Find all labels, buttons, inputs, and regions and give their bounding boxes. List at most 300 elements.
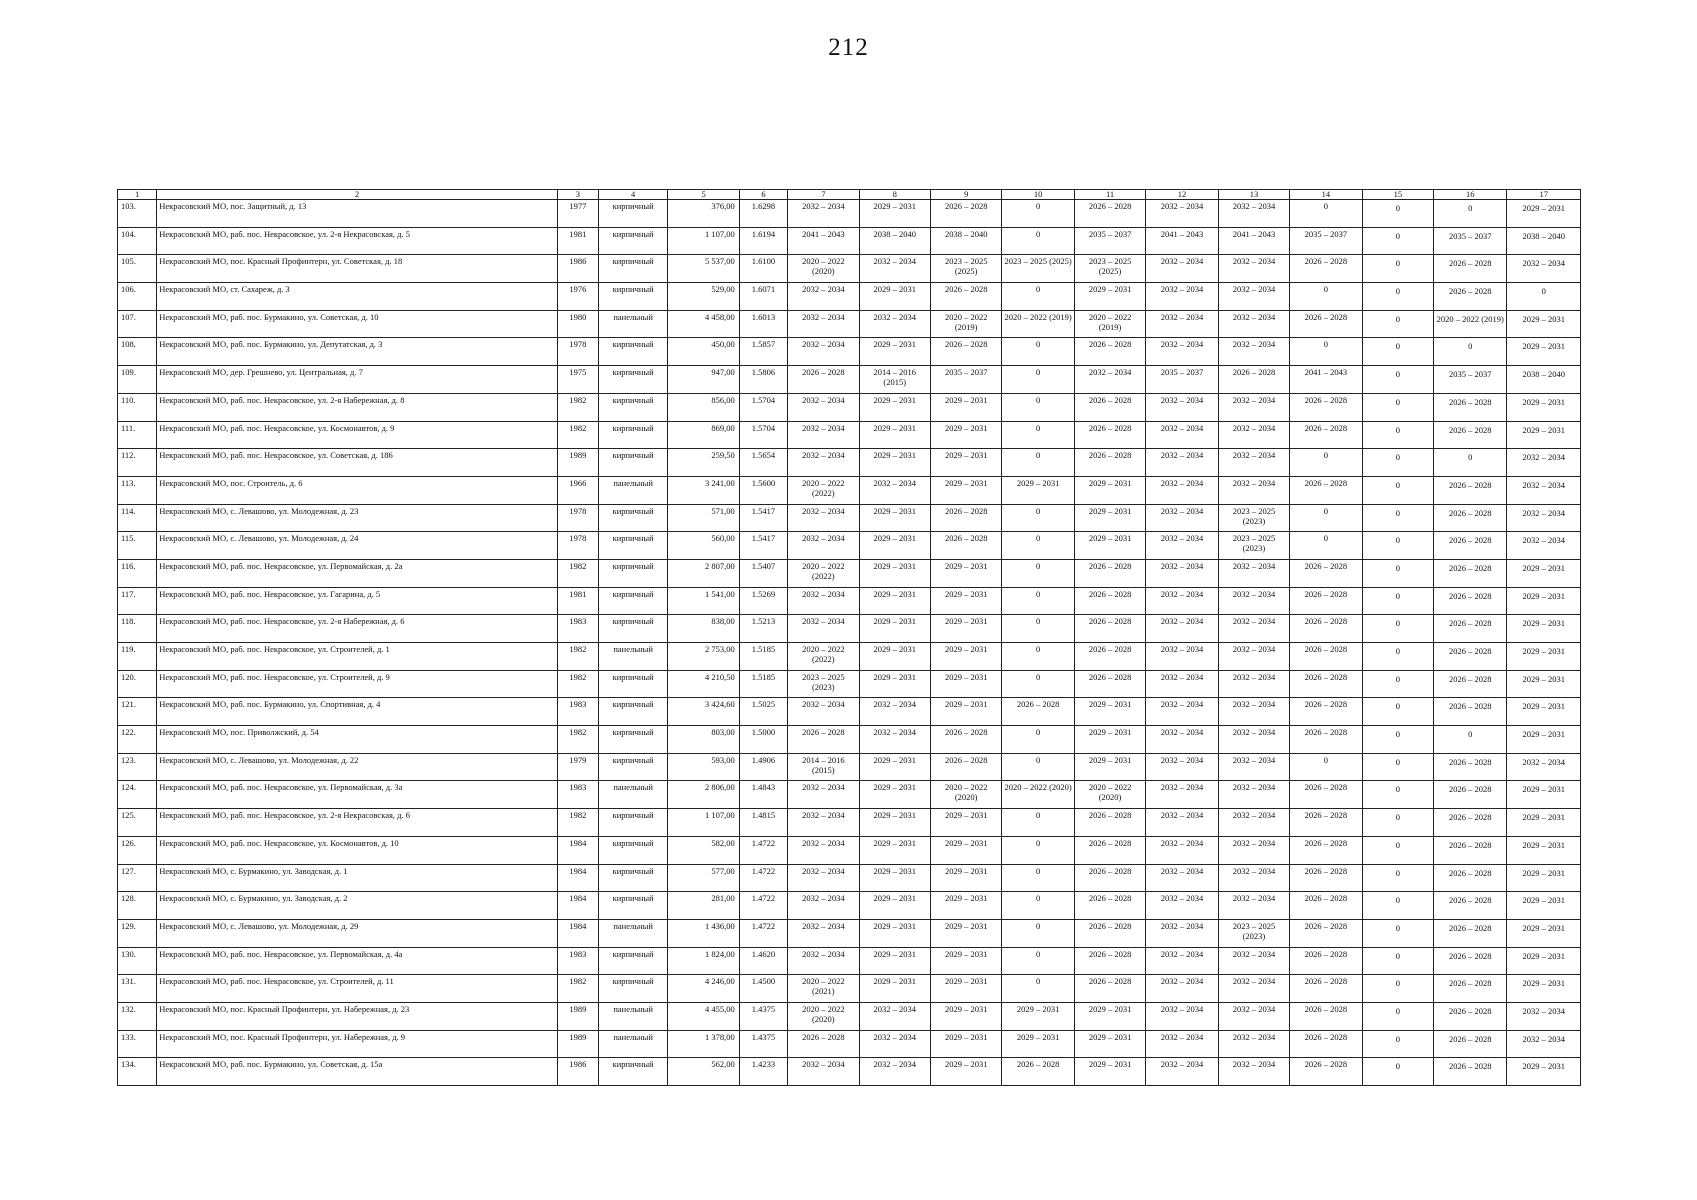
cell-address: Некрасовский МО, раб. пос. Некрасовское, ул. Космонавтов, д. 10 [157, 836, 557, 864]
column-header-15: 15 [1362, 190, 1433, 200]
cell-col-7-period: 2032 – 2034 [788, 421, 859, 449]
cell-col-13-period: 2032 – 2034 [1218, 559, 1289, 587]
cell-col-10-period: 0 [1002, 643, 1074, 671]
cell-col-13-period: 2032 – 2034 [1218, 283, 1289, 311]
cell-col-16-period: 2026 – 2028 [1434, 532, 1507, 560]
cell-rating-coefficient: 1.5704 [739, 393, 787, 421]
cell-col-14-period: 2026 – 2028 [1290, 559, 1362, 587]
cell-col-16-period: 0 [1434, 449, 1507, 477]
cell-col-12-period: 2032 – 2034 [1146, 947, 1218, 975]
cell-col-15-period: 0 [1362, 310, 1433, 338]
cell-col-15-period: 0 [1362, 698, 1433, 726]
cell-col-16-period: 2026 – 2028 [1434, 421, 1507, 449]
cell-col-11-period: 2029 – 2031 [1074, 532, 1145, 560]
cell-rating-coefficient: 1.4843 [739, 781, 787, 809]
cell-col-16-period: 2026 – 2028 [1434, 504, 1507, 532]
cell-col-10-period: 0 [1002, 670, 1074, 698]
cell-row-number: 132. [118, 1002, 157, 1030]
cell-address: Некрасовский МО, с. Бурмакино, ул. Заводская, д. 1 [157, 864, 557, 892]
cell-total-area: 450,00 [668, 338, 739, 366]
cell-col-7-period: 2032 – 2034 [788, 809, 859, 837]
cell-row-number: 127. [118, 864, 157, 892]
cell-col-10-period: 0 [1002, 227, 1074, 255]
cell-col-7-period: 2023 – 2025 (2023) [788, 670, 859, 698]
cell-col-7-period: 2026 – 2028 [788, 726, 859, 754]
cell-col-7-period: 2032 – 2034 [788, 283, 859, 311]
cell-col-13-period: 2041 – 2043 [1218, 227, 1289, 255]
cell-col-11-period: 2020 – 2022 (2020) [1074, 781, 1145, 809]
column-header-17: 17 [1507, 190, 1581, 200]
cell-rating-coefficient: 1.4620 [739, 947, 787, 975]
cell-col-16-period: 2026 – 2028 [1434, 753, 1507, 781]
cell-wall-material: панельный [598, 476, 667, 504]
cell-col-10-period: 0 [1002, 919, 1074, 947]
cell-col-16-period: 2026 – 2028 [1434, 864, 1507, 892]
cell-col-14-period: 2026 – 2028 [1290, 836, 1362, 864]
cell-col-10-period: 0 [1002, 200, 1074, 228]
cell-col-16-period: 2026 – 2028 [1434, 1058, 1507, 1086]
table-row [118, 476, 1581, 504]
cell-col-12-period: 2032 – 2034 [1146, 836, 1218, 864]
cell-year-built: 1989 [557, 1030, 598, 1058]
cell-col-10-period: 0 [1002, 975, 1074, 1003]
cell-col-7-period: 2032 – 2034 [788, 338, 859, 366]
cell-col-15-period: 0 [1362, 532, 1433, 560]
cell-col-14-period: 2041 – 2043 [1290, 366, 1362, 394]
cell-col-8-period: 2032 – 2034 [859, 698, 930, 726]
cell-col-7-period: 2041 – 2043 [788, 227, 859, 255]
cell-col-7-period: 2032 – 2034 [788, 698, 859, 726]
cell-total-area: 1 541,00 [668, 587, 739, 615]
cell-col-16-period: 2026 – 2028 [1434, 393, 1507, 421]
cell-year-built: 1984 [557, 864, 598, 892]
cell-rating-coefficient: 1.4815 [739, 809, 787, 837]
cell-row-number: 112. [118, 449, 157, 477]
cell-col-11-period: 2029 – 2031 [1074, 753, 1145, 781]
cell-row-number: 106. [118, 283, 157, 311]
cell-rating-coefficient: 1.5000 [739, 726, 787, 754]
cell-rating-coefficient: 1.5025 [739, 698, 787, 726]
cell-col-11-period: 2029 – 2031 [1074, 726, 1145, 754]
table-row [118, 366, 1581, 394]
cell-col-14-period: 2026 – 2028 [1290, 670, 1362, 698]
cell-col-11-period: 2023 – 2025 (2025) [1074, 255, 1145, 283]
cell-year-built: 1982 [557, 559, 598, 587]
cell-col-9-period: 2029 – 2031 [930, 449, 1001, 477]
cell-wall-material: кирпичный [598, 615, 667, 643]
cell-col-12-period: 2032 – 2034 [1146, 338, 1218, 366]
cell-col-8-period: 2029 – 2031 [859, 587, 930, 615]
cell-row-number: 114. [118, 504, 157, 532]
cell-col-17-period: 0 [1507, 283, 1581, 311]
cell-rating-coefficient: 1.5857 [739, 338, 787, 366]
cell-rating-coefficient: 1.4722 [739, 892, 787, 920]
cell-col-9-period: 2029 – 2031 [930, 476, 1001, 504]
cell-address: Некрасовский МО, раб. пос. Некрасовское, ул. Первомайская, д. 2а [157, 559, 557, 587]
cell-col-7-period: 2020 – 2022 (2020) [788, 255, 859, 283]
cell-col-15-period: 0 [1362, 1002, 1433, 1030]
cell-col-7-period: 2032 – 2034 [788, 615, 859, 643]
cell-col-17-period: 2029 – 2031 [1507, 698, 1581, 726]
cell-address: Некрасовский МО, раб. пос. Некрасовское, ул. Советская, д. 186 [157, 449, 557, 477]
cell-col-12-period: 2032 – 2034 [1146, 504, 1218, 532]
column-header-7: 7 [788, 190, 859, 200]
cell-col-15-period: 0 [1362, 864, 1433, 892]
cell-col-9-period: 2029 – 2031 [930, 1058, 1001, 1086]
cell-total-area: 1 824,00 [668, 947, 739, 975]
cell-col-12-period: 2032 – 2034 [1146, 393, 1218, 421]
cell-row-number: 134. [118, 1058, 157, 1086]
cell-col-7-period: 2020 – 2022 (2022) [788, 559, 859, 587]
cell-year-built: 1984 [557, 919, 598, 947]
cell-col-15-period: 0 [1362, 366, 1433, 394]
cell-wall-material: кирпичный [598, 366, 667, 394]
cell-col-17-period: 2029 – 2031 [1507, 892, 1581, 920]
cell-col-11-period: 2029 – 2031 [1074, 283, 1145, 311]
cell-col-13-period: 2032 – 2034 [1218, 615, 1289, 643]
cell-row-number: 129. [118, 919, 157, 947]
cell-col-16-period: 2020 – 2022 (2019) [1434, 310, 1507, 338]
cell-rating-coefficient: 1.4722 [739, 864, 787, 892]
cell-col-15-period: 0 [1362, 836, 1433, 864]
cell-rating-coefficient: 1.5417 [739, 504, 787, 532]
cell-row-number: 116. [118, 559, 157, 587]
cell-col-11-period: 2026 – 2028 [1074, 919, 1145, 947]
table-row [118, 338, 1581, 366]
cell-col-14-period: 2026 – 2028 [1290, 947, 1362, 975]
cell-total-area: 529,00 [668, 283, 739, 311]
table-row [118, 532, 1581, 560]
cell-col-10-period: 0 [1002, 615, 1074, 643]
table-row [118, 200, 1581, 228]
cell-col-17-period: 2029 – 2031 [1507, 781, 1581, 809]
cell-wall-material: кирпичный [598, 393, 667, 421]
cell-row-number: 115. [118, 532, 157, 560]
cell-wall-material: кирпичный [598, 975, 667, 1003]
cell-total-area: 4 455,00 [668, 1002, 739, 1030]
cell-col-11-period: 2035 – 2037 [1074, 227, 1145, 255]
cell-rating-coefficient: 1.6298 [739, 200, 787, 228]
cell-year-built: 1984 [557, 836, 598, 864]
cell-col-9-period: 2029 – 2031 [930, 670, 1001, 698]
cell-col-14-period: 2026 – 2028 [1290, 975, 1362, 1003]
cell-col-13-period: 2032 – 2034 [1218, 836, 1289, 864]
cell-col-14-period: 2026 – 2028 [1290, 587, 1362, 615]
cell-total-area: 869,00 [668, 421, 739, 449]
cell-col-9-period: 2029 – 2031 [930, 919, 1001, 947]
cell-row-number: 118. [118, 615, 157, 643]
table-row [118, 283, 1581, 311]
cell-col-16-period: 2026 – 2028 [1434, 587, 1507, 615]
cell-col-9-period: 2038 – 2040 [930, 227, 1001, 255]
table-row [118, 393, 1581, 421]
cell-col-11-period: 2026 – 2028 [1074, 947, 1145, 975]
cell-col-17-period: 2029 – 2031 [1507, 919, 1581, 947]
cell-col-9-period: 2026 – 2028 [930, 726, 1001, 754]
cell-col-7-period: 2020 – 2022 (2020) [788, 1002, 859, 1030]
cell-address: Некрасовский МО, раб. пос. Некрасовское, ул. Гагарина, д. 5 [157, 587, 557, 615]
cell-wall-material: кирпичный [598, 892, 667, 920]
cell-col-13-period: 2032 – 2034 [1218, 753, 1289, 781]
cell-total-area: 582,00 [668, 836, 739, 864]
cell-col-12-period: 2032 – 2034 [1146, 532, 1218, 560]
cell-rating-coefficient: 1.6194 [739, 227, 787, 255]
cell-address: Некрасовский МО, с. Левашово, ул. Молодежная, д. 29 [157, 919, 557, 947]
cell-col-10-period: 2020 – 2022 (2019) [1002, 310, 1074, 338]
cell-total-area: 856,00 [668, 393, 739, 421]
table-row [118, 1058, 1581, 1086]
cell-year-built: 1977 [557, 200, 598, 228]
cell-col-8-period: 2029 – 2031 [859, 670, 930, 698]
cell-col-15-period: 0 [1362, 338, 1433, 366]
cell-total-area: 562,00 [668, 1058, 739, 1086]
cell-wall-material: кирпичный [598, 504, 667, 532]
cell-col-16-period: 2026 – 2028 [1434, 283, 1507, 311]
table-row [118, 1030, 1581, 1058]
cell-col-8-period: 2032 – 2034 [859, 255, 930, 283]
cell-col-16-period: 2026 – 2028 [1434, 476, 1507, 504]
cell-col-16-period: 2035 – 2037 [1434, 227, 1507, 255]
cell-address: Некрасовский МО, раб. пос. Некрасовское, ул. Космонавтов, д. 9 [157, 421, 557, 449]
cell-wall-material: кирпичный [598, 200, 667, 228]
cell-col-8-period: 2029 – 2031 [859, 753, 930, 781]
cell-col-9-period: 2020 – 2022 (2020) [930, 781, 1001, 809]
cell-rating-coefficient: 1.5269 [739, 587, 787, 615]
cell-col-17-period: 2029 – 2031 [1507, 559, 1581, 587]
cell-col-9-period: 2029 – 2031 [930, 615, 1001, 643]
cell-col-11-period: 2029 – 2031 [1074, 1030, 1145, 1058]
cell-col-12-period: 2032 – 2034 [1146, 449, 1218, 477]
cell-col-10-period: 0 [1002, 809, 1074, 837]
cell-col-11-period: 2026 – 2028 [1074, 559, 1145, 587]
cell-year-built: 1976 [557, 283, 598, 311]
cell-col-13-period: 2023 – 2025 (2023) [1218, 504, 1289, 532]
cell-address: Некрасовский МО, раб. пос. Бурмакино, ул. Депутатская, д. 3 [157, 338, 557, 366]
cell-col-14-period: 2026 – 2028 [1290, 781, 1362, 809]
cell-col-15-period: 0 [1362, 643, 1433, 671]
cell-total-area: 259,50 [668, 449, 739, 477]
cell-col-12-period: 2032 – 2034 [1146, 809, 1218, 837]
table-row [118, 698, 1581, 726]
cell-col-15-period: 0 [1362, 255, 1433, 283]
cell-col-12-period: 2032 – 2034 [1146, 781, 1218, 809]
cell-col-7-period: 2032 – 2034 [788, 504, 859, 532]
table-header [118, 190, 1581, 200]
cell-col-15-period: 0 [1362, 809, 1433, 837]
cell-rating-coefficient: 1.4375 [739, 1002, 787, 1030]
cell-col-8-period: 2029 – 2031 [859, 836, 930, 864]
cell-total-area: 577,00 [668, 864, 739, 892]
cell-col-9-period: 2029 – 2031 [930, 836, 1001, 864]
cell-year-built: 1983 [557, 947, 598, 975]
cell-row-number: 110. [118, 393, 157, 421]
column-header-14: 14 [1290, 190, 1362, 200]
table-row [118, 836, 1581, 864]
cell-row-number: 104. [118, 227, 157, 255]
cell-wall-material: панельный [598, 643, 667, 671]
cell-year-built: 1983 [557, 698, 598, 726]
cell-col-17-period: 2032 – 2034 [1507, 255, 1581, 283]
cell-col-7-period: 2026 – 2028 [788, 366, 859, 394]
cell-col-9-period: 2029 – 2031 [930, 643, 1001, 671]
cell-col-15-period: 0 [1362, 670, 1433, 698]
cell-col-7-period: 2020 – 2022 (2021) [788, 975, 859, 1003]
cell-total-area: 2 806,00 [668, 781, 739, 809]
cell-rating-coefficient: 1.5185 [739, 643, 787, 671]
cell-total-area: 4 458,00 [668, 310, 739, 338]
cell-row-number: 108. [118, 338, 157, 366]
cell-row-number: 107. [118, 310, 157, 338]
cell-col-16-period: 2026 – 2028 [1434, 809, 1507, 837]
cell-col-15-period: 0 [1362, 1030, 1433, 1058]
cell-col-16-period: 0 [1434, 726, 1507, 754]
cell-col-8-period: 2029 – 2031 [859, 809, 930, 837]
cell-address: Некрасовский МО, раб. пос. Некрасовское, ул. 2-я Набережная, д. 8 [157, 393, 557, 421]
cell-total-area: 560,00 [668, 532, 739, 560]
cell-col-13-period: 2032 – 2034 [1218, 947, 1289, 975]
cell-address: Некрасовский МО, раб. пос. Некрасовское, ул. 2-я Некрасовская, д. 5 [157, 227, 557, 255]
cell-col-9-period: 2029 – 2031 [930, 975, 1001, 1003]
cell-total-area: 2 753,00 [668, 643, 739, 671]
cell-col-15-period: 0 [1362, 476, 1433, 504]
cell-year-built: 1966 [557, 476, 598, 504]
cell-address: Некрасовский МО, раб. пос. Некрасовское, ул. 2-я Набережная, д. 6 [157, 615, 557, 643]
cell-col-10-period: 2020 – 2022 (2020) [1002, 781, 1074, 809]
cell-col-7-period: 2032 – 2034 [788, 836, 859, 864]
cell-col-11-period: 2026 – 2028 [1074, 421, 1145, 449]
cell-col-8-period: 2029 – 2031 [859, 975, 930, 1003]
cell-address: Некрасовский МО, пос. Красный Профинтерн, ул. Советская, д. 18 [157, 255, 557, 283]
cell-col-12-period: 2032 – 2034 [1146, 975, 1218, 1003]
cell-rating-coefficient: 1.6100 [739, 255, 787, 283]
cell-address: Некрасовский МО, пос. Защитный, д. 13 [157, 200, 557, 228]
cell-col-13-period: 2032 – 2034 [1218, 476, 1289, 504]
cell-col-17-period: 2029 – 2031 [1507, 643, 1581, 671]
cell-year-built: 1984 [557, 892, 598, 920]
table-row [118, 255, 1581, 283]
cell-col-17-period: 2029 – 2031 [1507, 864, 1581, 892]
cell-wall-material: кирпичный [598, 255, 667, 283]
cell-col-14-period: 2026 – 2028 [1290, 1002, 1362, 1030]
housing-registry-table [117, 189, 1581, 1086]
table-row [118, 559, 1581, 587]
cell-col-13-period: 2032 – 2034 [1218, 781, 1289, 809]
cell-col-16-period: 2026 – 2028 [1434, 615, 1507, 643]
cell-address: Некрасовский МО, пос. Строитель, д. 6 [157, 476, 557, 504]
cell-col-11-period: 2020 – 2022 (2019) [1074, 310, 1145, 338]
cell-col-13-period: 2032 – 2034 [1218, 643, 1289, 671]
cell-col-14-period: 0 [1290, 504, 1362, 532]
cell-col-12-period: 2032 – 2034 [1146, 726, 1218, 754]
cell-col-17-period: 2029 – 2031 [1507, 421, 1581, 449]
cell-year-built: 1982 [557, 670, 598, 698]
cell-col-13-period: 2032 – 2034 [1218, 726, 1289, 754]
cell-wall-material: кирпичный [598, 698, 667, 726]
cell-col-17-period: 2029 – 2031 [1507, 975, 1581, 1003]
cell-total-area: 281,00 [668, 892, 739, 920]
cell-col-12-period: 2032 – 2034 [1146, 753, 1218, 781]
cell-rating-coefficient: 1.5806 [739, 366, 787, 394]
cell-col-13-period: 2032 – 2034 [1218, 892, 1289, 920]
cell-year-built: 1983 [557, 781, 598, 809]
cell-row-number: 128. [118, 892, 157, 920]
cell-year-built: 1978 [557, 532, 598, 560]
cell-col-14-period: 2026 – 2028 [1290, 698, 1362, 726]
table-row [118, 753, 1581, 781]
cell-col-9-period: 2026 – 2028 [930, 338, 1001, 366]
page-number: 212 [828, 34, 869, 61]
cell-col-15-period: 0 [1362, 975, 1433, 1003]
cell-col-16-period: 2026 – 2028 [1434, 255, 1507, 283]
cell-col-8-period: 2029 – 2031 [859, 781, 930, 809]
cell-col-16-period: 2035 – 2037 [1434, 366, 1507, 394]
cell-col-17-period: 2032 – 2034 [1507, 1002, 1581, 1030]
cell-col-9-period: 2026 – 2028 [930, 532, 1001, 560]
cell-col-11-period: 2029 – 2031 [1074, 1002, 1145, 1030]
cell-col-16-period: 2026 – 2028 [1434, 698, 1507, 726]
cell-col-16-period: 2026 – 2028 [1434, 947, 1507, 975]
cell-col-10-period: 2026 – 2028 [1002, 698, 1074, 726]
cell-wall-material: кирпичный [598, 559, 667, 587]
cell-col-14-period: 2026 – 2028 [1290, 809, 1362, 837]
cell-col-10-period: 0 [1002, 504, 1074, 532]
cell-address: Некрасовский МО, с. Левашово, ул. Молодежная, д. 22 [157, 753, 557, 781]
column-header-3: 3 [557, 190, 598, 200]
cell-col-17-period: 2038 – 2040 [1507, 227, 1581, 255]
cell-col-7-period: 2032 – 2034 [788, 393, 859, 421]
cell-year-built: 1986 [557, 1058, 598, 1086]
cell-col-7-period: 2032 – 2034 [788, 947, 859, 975]
cell-col-12-period: 2032 – 2034 [1146, 559, 1218, 587]
cell-row-number: 113. [118, 476, 157, 504]
table-row [118, 227, 1581, 255]
cell-col-12-period: 2032 – 2034 [1146, 1030, 1218, 1058]
cell-col-13-period: 2032 – 2034 [1218, 864, 1289, 892]
cell-col-9-period: 2029 – 2031 [930, 587, 1001, 615]
cell-year-built: 1979 [557, 753, 598, 781]
cell-col-13-period: 2032 – 2034 [1218, 421, 1289, 449]
cell-col-10-period: 0 [1002, 892, 1074, 920]
cell-col-7-period: 2032 – 2034 [788, 864, 859, 892]
cell-col-12-period: 2032 – 2034 [1146, 283, 1218, 311]
cell-rating-coefficient: 1.5407 [739, 559, 787, 587]
cell-col-14-period: 2026 – 2028 [1290, 255, 1362, 283]
cell-col-9-period: 2026 – 2028 [930, 753, 1001, 781]
cell-row-number: 121. [118, 698, 157, 726]
cell-col-8-period: 2029 – 2031 [859, 449, 930, 477]
cell-address: Некрасовский МО, пос. Красный Профинтерн, ул. Набережная, д. 23 [157, 1002, 557, 1030]
cell-rating-coefficient: 1.6013 [739, 310, 787, 338]
cell-year-built: 1989 [557, 1002, 598, 1030]
cell-col-9-period: 2029 – 2031 [930, 809, 1001, 837]
cell-col-16-period: 2026 – 2028 [1434, 1002, 1507, 1030]
column-header-4: 4 [598, 190, 667, 200]
cell-col-12-period: 2032 – 2034 [1146, 643, 1218, 671]
cell-col-11-period: 2026 – 2028 [1074, 643, 1145, 671]
column-header-5: 5 [668, 190, 739, 200]
cell-col-15-period: 0 [1362, 615, 1433, 643]
cell-rating-coefficient: 1.5600 [739, 476, 787, 504]
cell-col-16-period: 2026 – 2028 [1434, 892, 1507, 920]
cell-col-13-period: 2023 – 2025 (2023) [1218, 919, 1289, 947]
cell-address: Некрасовский МО, с. Бурмакино, ул. Заводская, д. 2 [157, 892, 557, 920]
cell-col-13-period: 2032 – 2034 [1218, 200, 1289, 228]
cell-address: Некрасовский МО, раб. пос. Некрасовское, ул. Строителей, д. 1 [157, 643, 557, 671]
cell-col-7-period: 2032 – 2034 [788, 449, 859, 477]
cell-col-15-period: 0 [1362, 919, 1433, 947]
cell-col-10-period: 0 [1002, 338, 1074, 366]
cell-col-17-period: 2029 – 2031 [1507, 1058, 1581, 1086]
